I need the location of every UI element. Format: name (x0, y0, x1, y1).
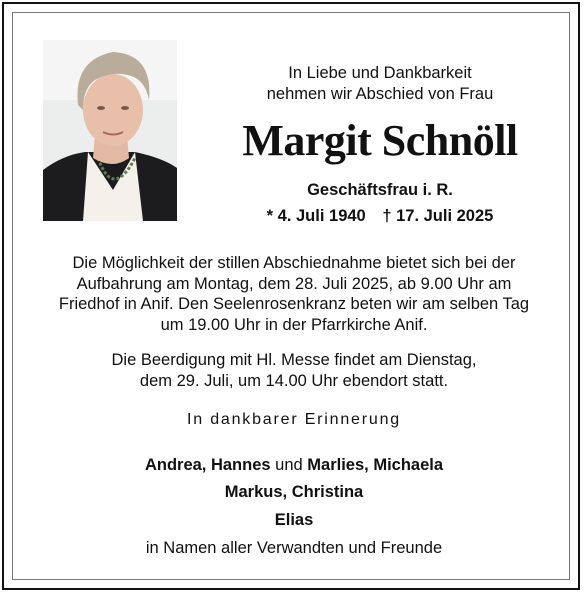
portrait-photo (43, 40, 177, 221)
intro-line-1: In Liebe und Dankbarkeit (288, 64, 472, 82)
mourners-line-3: Elias (274, 511, 314, 529)
paragraph-line: Aufbahrung am Montag, dem 28. Juli 2025, ab 9.00 Uhr am (76, 274, 512, 293)
mourners-group-1: Andrea, Hannes (144, 456, 271, 474)
deceased-name: Margit Schnöll (242, 116, 518, 165)
mourners-group-2: Marlies, Michaela (307, 456, 444, 474)
mourners-line-1 (20, 455, 568, 475)
paragraph-line: um 19.00 Uhr in der Pfarrkirche Anif. (160, 315, 428, 334)
mourners-connector: und (275, 456, 303, 474)
death-date: † 17. Juli 2025 (382, 207, 494, 225)
funeral-paragraph (20, 350, 568, 391)
closing-phrase: In dankbarer Erinnerung (187, 411, 401, 428)
intro-line-2: nehmen wir Abschied von Frau (266, 85, 494, 103)
birth-date: * 4. Juli 1940 (266, 207, 366, 225)
mourners-line-4: in Namen aller Verwandten und Freunde (145, 539, 443, 557)
life-dates (190, 206, 570, 226)
paragraph-line: Die Beerdigung mit Hl. Messe findet am Dienstag, (111, 351, 477, 369)
occupation: Geschäftsfrau i. R. (307, 181, 453, 199)
mourners-line-2: Markus, Christina (224, 483, 364, 501)
paragraph-line: Die Möglichkeit der stillen Abschiednahme bietet sich bei der (72, 254, 516, 272)
viewing-paragraph (20, 253, 568, 335)
paragraph-line: dem 29. Juli, um 14.00 Uhr ebendort statt. (139, 371, 449, 390)
paragraph-line: Friedhof in Anif. Den Seelenrosenkranz beten wir am selben Tag (58, 295, 530, 313)
